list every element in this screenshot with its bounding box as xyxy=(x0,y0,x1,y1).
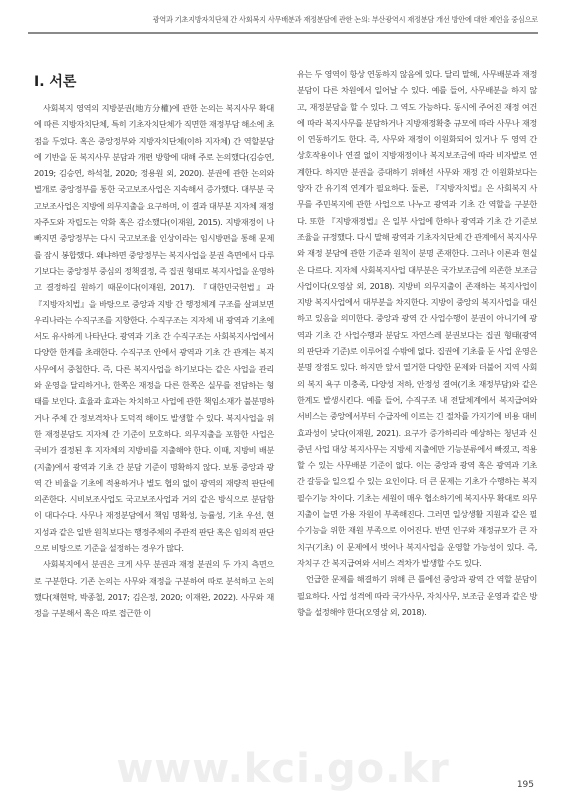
body-paragraph: 언급한 문제를 해결하기 위해 큰 틀에선 중앙과 광역 간 역할 분담이 필요하다. 사업 성격에 따라 국가사무, 자치사무, 보조금 운영과 같은 방향을 설정해야 한다(오영삼 외, 2018). xyxy=(297,574,537,617)
left-column xyxy=(34,66,274,622)
body-paragraph: 사회복지에서 분권은 크게 사무 분권과 재정 분권의 두 가지 측면으로 구분한다. 기존 논의는 사무와 재정을 구분하여 따로 분석하고 논의했다(채현탁, 박종철, 2017; 김은정, 2020; 이재완, 2022). 사무와 재정을 구분해서 혹은 따로 접근한 이 xyxy=(34,559,274,619)
body-paragraph: 유는 두 영역이 항상 연동하지 않음에 있다. 달리 말해, 사무배분과 재정분담이 다른 차원에서 일어날 수 있다. 예를 들어, 사무배분을 하지 않고, 재정분담을 할 수 있다. 그 역도 가능하다. 동시에 주어진 재정 여건에 따라 복지사무를 분담하거나 지방재정확충 규모에 따라 사무나 재정이 연동하기도 한다. 즉, 사무와 재정이 이원화되어 있거나 두 영역 간 상호작용이나 연결 없이 지방재정이나 복지보조금에 따라 비자발로 연계한다. 하지만 분권을 증대하기 위해선 사무와 재정 간 이원화보다는 양자 간 유기적 연계가 필요하다. 둘론, 『지방자치법』은 사회복지 사무를 주민복지에 관한 사업으로 나누고 광역과 기초 간 역할을 구분한다. 또한 『지방재정법』은 일부 사업에 한하나 광역과 기초 간 기준보조율을 규정했다. 다시 말해 광역과 기초자치단체 간 관계에서 복지사무와 재정 분담에 관한 기준과 원칙이 분명 존재한다. 그러나 이론과 현실은 다르다. 지자체 사회복지사업 대부분은 국가보조금에 의존한 보조금사업이다(오영삼 외, 2018). 지방비 의무지출이 존재하는 복지사업이 지방 복지사업에서 대부분을 차지한다. 지방이 중앙의 복지사업을 대신하고 있음을 의미한다. 중앙과 광역 간 사업수행이 분권이 아니기에 광역과 기초 간 사업수행과 분담도 자연스레 분권보다는 집권 형태(광역의 판단과 기준)로 이루어질 수밖에 없다. 집권에 기초를 둔 사업 운영은 분명 장점도 있다. 하지만 앞서 열거한 다양한 문제와 더불어 지역 사회의 복지 욕구 미충족, 다양성 저하, 안정성 결여(기초 재정부담)와 같은 한계도 발생시킨다. 예를 들어, 수직구조 내 전달체계에서 복지급여와 서비스는 중앙에서부터 수급자에 이르는 긴 절차를 가지기에 비용 대비 효과성이 낮다(이재원, 2021). 요구가 증가하리라 예상하는 청년과 신중년 사업 대상 복지사무는 지방세 지출에만 기능분류에서 빠졌고, 적용할 수 있는 사무배분 기준이 없다. 이는 중앙과 광역 혹은 광역과 기초 간 갈등을 일으킬 수 있는 요인이다. 더 큰 문제는 기초가 수행하는 복지 필수기능 차이다. 기초는 세원이 매우 협소하기에 복지사무 확대로 의무지출이 늘면 가용 자원이 부족해진다. 그러면 일상생활 지원과 같은 필수기능을 위한 재원 부족으로 이어진다. 반면 인구와 재정규모가 큰 자치구(기초) 이 문제에서 벗어나 복지사업을 운영할 가능성이 있다. 즉, 자치구 간 복지급여와 서비스 격차가 발생할 수도 있다. xyxy=(297,69,537,568)
running-header: 광역과 기초지방자치단체 간 사회복지 사무배분과 재정분담에 관한 논의: 부산광역시 재정분담 개선 방안에 대한 제언을 중심으로 xyxy=(152,15,538,24)
header-rule-lower xyxy=(28,33,538,34)
section-title: Ⅰ. 서론 xyxy=(34,74,77,90)
watermark: www.kci.go.kr xyxy=(116,746,450,792)
page-number: 195 xyxy=(516,780,534,790)
body-paragraph: 사회복지 영역의 지방분권(地方分權)에 관한 논의는 복지사무 확대에 따른 지방자치단체, 특히 기초자치단체가 직면한 재정부담 해소에 초점을 두었다. 혹은 중앙정부와 지방자치단체(이하 지자체) 간 역할분담에 기반을 둔 복지사무 분담과 개편 방향에 대해 주로 논의했다(김승연, 2019; 김승연, 하석철, 2020; 정용원 외, 2020). 분권에 관한 논의와 별개로 중앙정부를 통한 국고보조사업은 지속해서 증가했다. 대부분 국고보조사업은 지방에 의무지출을 요구하며, 이 결과 대부분 지자체 재정자주도와 자립도는 악화 혹은 감소했다(이재원, 2015). 지방재정이 나빠지면 중앙정부는 다시 국고보조율 인상이라는 임시방편을 통해 문제를 잠시 봉합했다. 왜냐하면 중앙정부는 복지사업을 분권 측면에서 다루기보다는 중앙정부 중심의 정책결정, 즉 집권 형태로 복지사업을 운영하고 결정하길 원하기 때문이다(이재원, 2017). 『대한민국헌법』과 『지방자치법』을 바탕으로 중앙과 지방 간 행정체계 구조를 살펴보면 우리나라는 수직구조를 지향한다. 수직구조는 지자체 내 광역과 기초에서도 유사하게 나타난다. 광역과 기초 간 수직구조는 사회복지사업에서 다양한 한계를 초래한다. 수직구조 안에서 광역과 기초 간 관계는 복지사무에서 중첩한다. 즉, 다른 복지사업을 하기보다는 같은 사업을 관리와 운영을 달리하거나, 한쪽은 재정을 다른 한쪽은 실무를 전담하는 형태를 보인다. 효율과 효과는 차치하고 사업에 관한 책임소재가 불분명하거나 주체 간 정보격차나 도덕적 해이도 발생할 수 있다. 복지사업을 위한 재정분담도 지자체 간 기준이 모호하다. 의무지출을 포함한 사업은 국비가 결정된 후 지자체의 지방비를 지출해야 한다. 이때, 지방비 배분(지출)에서 광역과 기초 간 분담 기준이 명확하지 않다. 보통 중앙과 광역 간 비율을 기초에 적용하거나 별도 협의 없이 광역의 재량적 판단에 의존한다. 시비보조사업도 국고보조사업과 거의 같은 방식으로 분담함이 대다수다. 사무나 재정분담에서 책임 명확성, 능률성, 기초 우선, 현지성과 같은 일반 원칙보다는 행정주체의 주관적 판단 혹은 임의적 판단으로 비탕으로 기준을 설정하는 경우가 많다. xyxy=(34,103,274,554)
right-column xyxy=(297,66,537,620)
